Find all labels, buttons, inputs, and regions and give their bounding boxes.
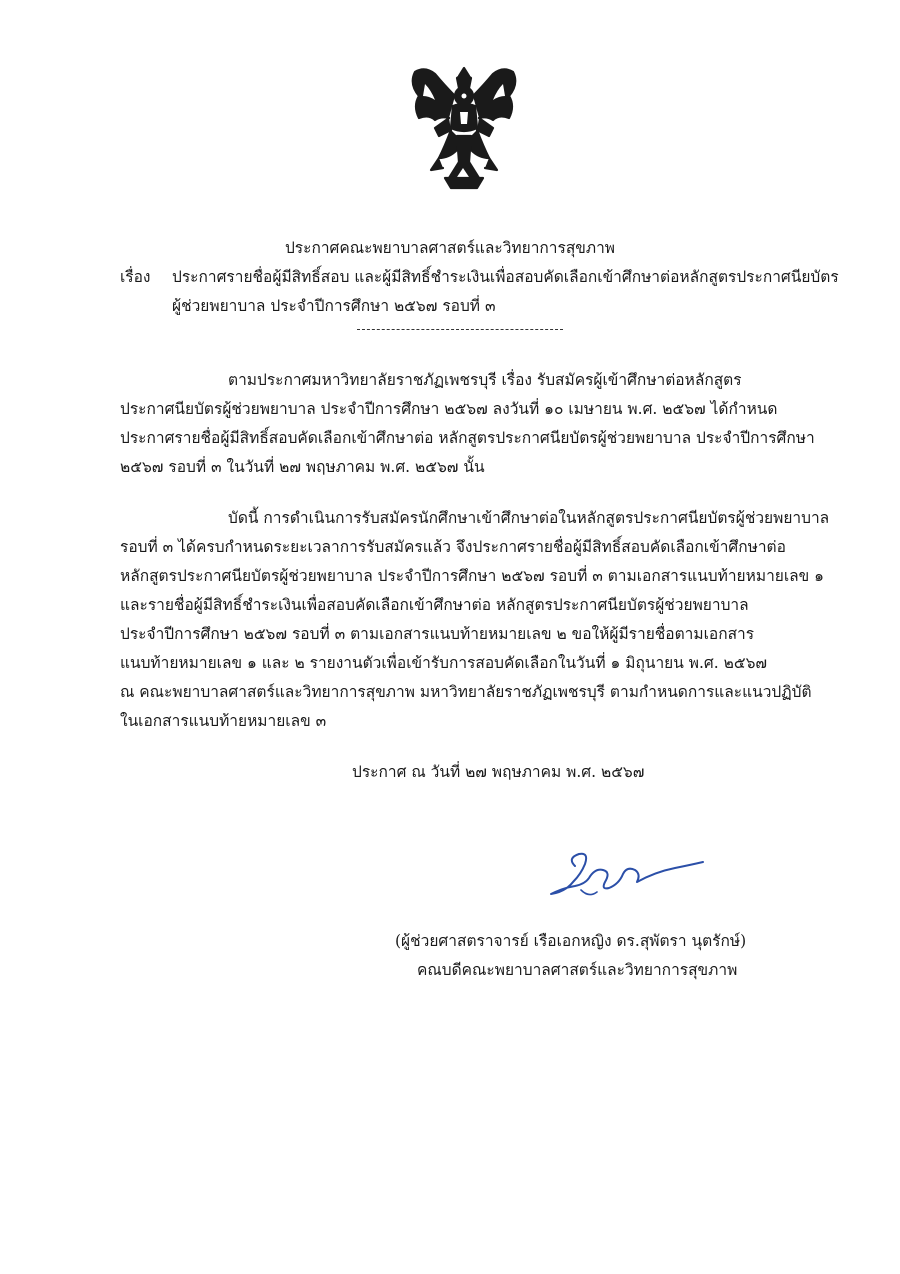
subject-line-1: ประกาศรายชื่อผู้มีสิทธิ์สอบ และผู้มีสิทธิ์ชำระเงินเพื่อสอบคัดเลือกเข้าศึกษาต่อหลักสูตรประกาศนียบัตร (172, 268, 839, 286)
paragraph-1-line: ตามประกาศมหาวิทยาลัยราชภัฏเพชรบุรี เรื่อง รับสมัครผู้เข้าศึกษาต่อหลักสูตร (228, 371, 742, 389)
subject-label: เรื่อง (120, 268, 151, 286)
signer-position: คณบดีคณะพยาบาลศาสตร์และวิทยาการสุขภาพ (417, 961, 738, 979)
paragraph-2-line: บัดนี้ การดำเนินการรับสมัครนักศึกษาเข้าศึกษาต่อในหลักสูตรประกาศนียบัตรผู้ช่วยพยาบาล (228, 509, 830, 527)
paragraph-2-line: ในเอกสารแนบท้ายหมายเลข ๓ (120, 712, 327, 730)
paragraph-2-line: รอบที่ ๓ ได้ครบกำหนดระยะเวลาการรับสมัครแล้ว จึงประกาศรายชื่อผู้มีสิทธิ์สอบคัดเลือกเข้าศึกษาต่อ (120, 538, 786, 556)
document-title: ประกาศคณะพยาบาลศาสตร์และวิทยาการสุขภาพ (284, 239, 616, 257)
paragraph-2-line: หลักสูตรประกาศนียบัตรผู้ช่วยพยาบาล ประจำปีการศึกษา ๒๕๖๗ รอบที่ ๓ ตามเอกสารแนบท้ายหมายเลข ๑ (120, 567, 825, 585)
announcement-date: ประกาศ ณ วันที่ ๒๗ พฤษภาคม พ.ศ. ๒๕๖๗ (352, 763, 645, 781)
garuda-emblem-icon (405, 66, 523, 194)
title-divider (357, 329, 563, 330)
paragraph-2-line: แนบท้ายหมายเลข ๑ และ ๒ รายงานตัวเพื่อเข้ารับการสอบคัดเลือกในวันที่ ๑ มิถุนายน พ.ศ. ๒๕๖๗ (120, 654, 768, 672)
paragraph-1-line: ประกาศนียบัตรผู้ช่วยพยาบาล ประจำปีการศึกษา ๒๕๖๗ ลงวันที่ ๑๐ เมษายน พ.ศ. ๒๕๖๗ ได้กำหนด (120, 400, 778, 418)
paragraph-2-line: ประจำปีการศึกษา ๒๕๖๗ รอบที่ ๓ ตามเอกสารแนบท้ายหมายเลข ๒ ขอให้ผู้มีรายชื่อตามเอกสาร (120, 625, 755, 643)
signer-name: (ผู้ช่วยศาสตราจารย์ เรือเอกหญิง ดร.สุพัตรา นุตรักษ์) (395, 932, 747, 950)
paragraph-1-line: ๒๕๖๗ รอบที่ ๓ ในวันที่ ๒๗ พฤษภาคม พ.ศ. ๒๕๖๗ นั้น (120, 458, 485, 476)
paragraph-1-line: ประกาศรายชื่อผู้มีสิทธิ์สอบคัดเลือกเข้าศึกษาต่อ หลักสูตรประกาศนียบัตรผู้ช่วยพยาบาล ประจำปีการศึกษา (120, 429, 815, 447)
signature-image (545, 848, 715, 908)
paragraph-2-line: และรายชื่อผู้มีสิทธิ์ชำระเงินเพื่อสอบคัดเลือกเข้าศึกษาต่อ หลักสูตรประกาศนียบัตรผู้ช่วยพยาบาล (120, 596, 749, 614)
subject-line-2: ผู้ช่วยพยาบาล ประจำปีการศึกษา ๒๕๖๗ รอบที่ ๓ (172, 297, 496, 315)
paragraph-2-line: ณ คณะพยาบาลศาสตร์และวิทยาการสุขภาพ มหาวิทยาลัยราชภัฏเพชรบุรี ตามกำหนดการและแนวปฏิบัติ (120, 683, 812, 701)
